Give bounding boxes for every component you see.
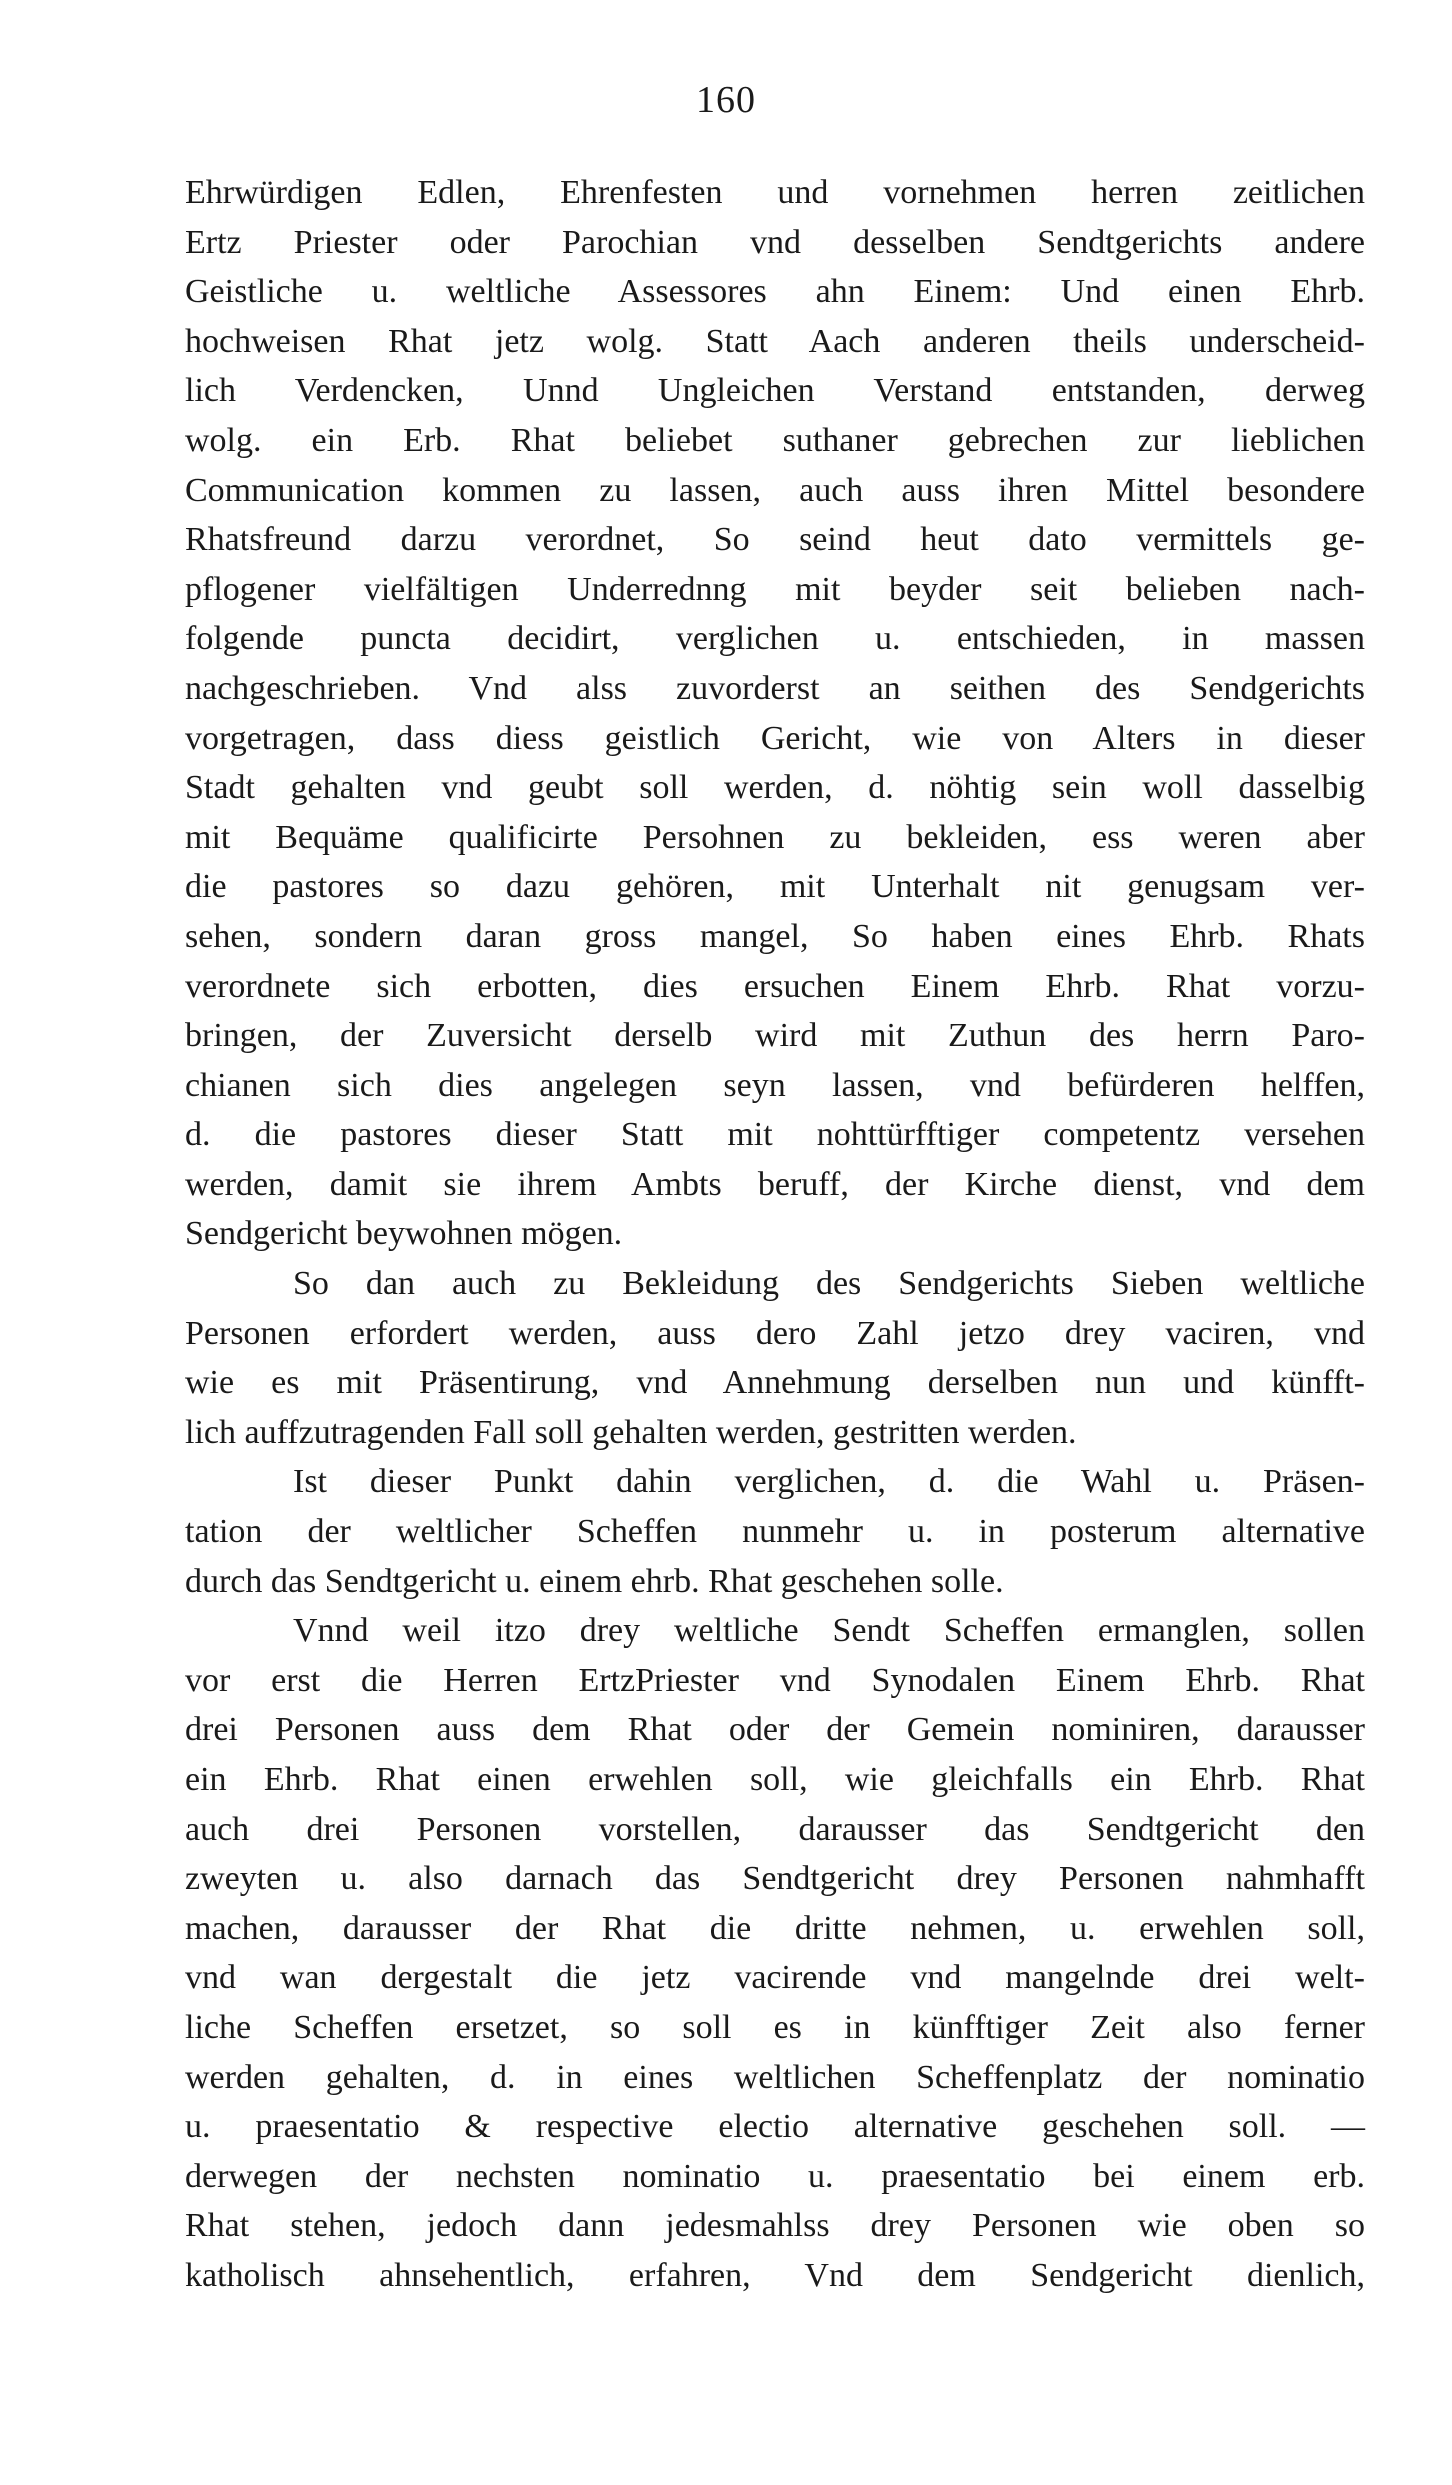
text-line: wolg. ein Erb. Rhat beliebet suthaner gebrechen zur lieblichen bbox=[185, 421, 1365, 459]
page-number: 160 bbox=[696, 79, 756, 121]
text-body bbox=[185, 168, 1365, 2301]
text-line: werden gehalten, d. in eines weltlichen Scheffenplatz der nominatio bbox=[185, 2058, 1365, 2096]
text-line: chianen sich dies angelegen seyn lassen, vnd befürderen helffen, bbox=[185, 1066, 1365, 1104]
text-line: katholisch ahnsehentlich, erfahren, Vnd dem Sendgericht dienlich, bbox=[185, 2256, 1365, 2294]
text-line: Ehrwürdigen Edlen, Ehrenfesten und vornehmen herren zeitlichen bbox=[185, 174, 1365, 211]
text-line: pflogener vielfältigen Underrednng mit beyder seit belieben nach- bbox=[185, 570, 1365, 608]
text-line: auch drei Personen vorstellen, darausser das Sendtgericht den bbox=[185, 1810, 1365, 1848]
text-line: mit Bequäme qualificirte Persohnen zu bekleiden, ess weren aber bbox=[185, 818, 1365, 856]
text-line: wie es mit Präsentirung, vnd Annehmung derselben nun und künfft- bbox=[185, 1364, 1365, 1402]
text-line: Rhat stehen, jedoch dann jedesmahlss drey Personen wie oben so bbox=[185, 2207, 1365, 2245]
text-line: Rhatsfreund darzu verordnet, So seind heut dato vermittels ge- bbox=[185, 521, 1365, 559]
text-line: Vnnd weil itzo drey weltliche Sendt Scheffen ermanglen, sollen bbox=[293, 1612, 1365, 1650]
text-line: bringen, der Zuversicht derselb wird mit Zuthun des herrn Paro- bbox=[185, 1017, 1365, 1055]
paragraph bbox=[185, 1606, 1365, 2300]
text-line: u. praesentatio & respective electio alternative geschehen soll. — bbox=[185, 2108, 1365, 2146]
text-line: ein Ehrb. Rhat einen erwehlen soll, wie gleichfalls ein Ehrb. Rhat bbox=[185, 1761, 1365, 1798]
text-line: liche Scheffen ersetzet, so soll es in künfftiger Zeit also ferner bbox=[185, 2008, 1365, 2046]
text-line: die pastores so dazu gehören, mit Unterhalt nit genugsam ver- bbox=[185, 868, 1365, 906]
text-line: d. die pastores dieser Statt mit nohttürfftiger competentz versehen bbox=[185, 1116, 1365, 1154]
paragraph bbox=[185, 168, 1365, 1259]
text-line: lich auffzutragenden Fall soll gehalten werden, gestritten werden. bbox=[185, 1413, 1077, 1451]
text-line: Personen erfordert werden, auss dero Zahl jetzo drey vaciren, vnd bbox=[185, 1314, 1365, 1352]
text-line: durch das Sendtgericht u. einem ehrb. Rhat geschehen solle. bbox=[185, 1562, 1004, 1600]
text-line: zweyten u. also darnach das Sendtgericht drey Personen nahmhafft bbox=[185, 1860, 1365, 1898]
text-line: Geistliche u. weltliche Assessores ahn Einem: Und einen Ehrb. bbox=[185, 273, 1365, 311]
text-line: sehen, sondern daran gross mangel, So haben eines Ehrb. Rhats bbox=[185, 917, 1365, 955]
text-line: tation der weltlicher Scheffen nunmehr u. in posterum alternative bbox=[185, 1513, 1365, 1551]
text-line: derwegen der nechsten nominatio u. praesentatio bei einem erb. bbox=[185, 2157, 1365, 2195]
paragraph bbox=[185, 1259, 1365, 1457]
text-line: lich Verdencken, Unnd Ungleichen Verstand entstanden, derweg bbox=[185, 372, 1365, 410]
text-line: drei Personen auss dem Rhat oder der Gemein nominiren, darausser bbox=[185, 1711, 1365, 1749]
text-line: Ertz Priester oder Parochian vnd desselben Sendtgerichts andere bbox=[185, 223, 1365, 261]
text-line: vnd wan dergestalt die jetz vacirende vnd mangelnde drei welt- bbox=[185, 1959, 1365, 1997]
text-line: vorgetragen, dass diess geistlich Gericht, wie von Alters in dieser bbox=[185, 719, 1365, 757]
text-line: Communication kommen zu lassen, auch auss ihren Mittel besondere bbox=[185, 471, 1365, 509]
text-line: vor erst die Herren ErtzPriester vnd Synodalen Einem Ehrb. Rhat bbox=[185, 1661, 1365, 1699]
text-line: machen, darausser der Rhat die dritte nehmen, u. erwehlen soll, bbox=[185, 1909, 1365, 1947]
text-line: Stadt gehalten vnd geubt soll werden, d. nöhtig sein woll dasselbig bbox=[185, 769, 1365, 807]
text-line: Ist dieser Punkt dahin verglichen, d. die Wahl u. Präsen- bbox=[293, 1463, 1365, 1501]
text-line: werden, damit sie ihrem Ambts beruff, der Kirche dienst, vnd dem bbox=[185, 1165, 1365, 1203]
text-line: folgende puncta decidirt, verglichen u. entschieden, in massen bbox=[185, 620, 1365, 658]
text-line: nachgeschrieben. Vnd alss zuvorderst an seithen des Sendgerichts bbox=[185, 669, 1365, 707]
text-line: hochweisen Rhat jetz wolg. Statt Aach anderen theils underscheid- bbox=[185, 322, 1365, 360]
paragraph bbox=[185, 1457, 1365, 1606]
text-line: So dan auch zu Bekleidung des Sendgerichts Sieben weltliche bbox=[293, 1265, 1365, 1303]
text-line: Sendgericht beywohnen mögen. bbox=[185, 1215, 623, 1253]
text-line: verordnete sich erbotten, dies ersuchen Einem Ehrb. Rhat vorzu- bbox=[185, 967, 1365, 1005]
